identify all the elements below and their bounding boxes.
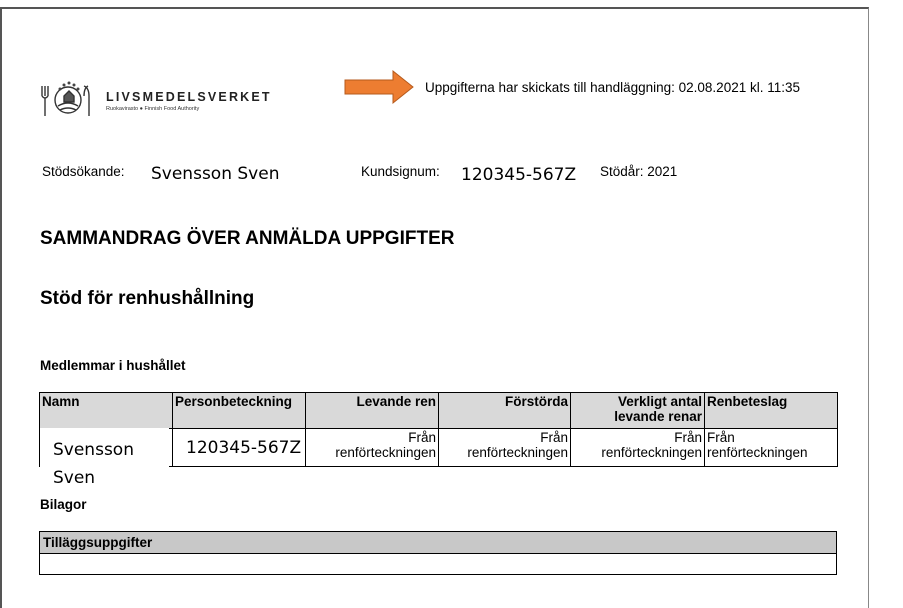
arrow-right-icon: [343, 68, 415, 106]
applicant-label: Stödsökande:: [42, 164, 125, 179]
column-header-herding-district: Renbeteslag: [705, 393, 838, 429]
column-header-living-reindeer: Levande ren: [306, 393, 439, 429]
cell-actual-living: Från renförteckningen: [571, 429, 705, 467]
customer-id-label: Kundsignum:: [361, 164, 440, 179]
cell-herding-district: Från renförteckningen: [705, 429, 838, 467]
cell-living-reindeer: Från renförteckningen: [306, 429, 439, 467]
column-header-actual-living: Verkligt antal levande renar: [571, 393, 705, 429]
column-header-person-id: Personbeteckning: [173, 393, 306, 429]
food-authority-logo-icon: [38, 80, 102, 118]
table-header-row: [40, 393, 838, 429]
logo-subtitle: Ruokavirasto ● Finnish Food Authority: [106, 106, 200, 112]
extra-info-box: [39, 531, 837, 575]
summary-heading: SAMMANDRAG ÖVER ANMÄLDA UPPGIFTER: [40, 228, 455, 249]
attachments-heading: Bilagor: [40, 497, 87, 512]
customer-id-value: 120345-567Z: [461, 165, 577, 185]
support-year: Stödår: 2021: [600, 164, 678, 179]
extra-info-body: [40, 554, 836, 574]
column-header-destroyed: Förstörda: [439, 393, 571, 429]
members-heading: Medlemmar i hushållet: [40, 358, 186, 373]
member-name: Svensson Sven: [53, 440, 134, 488]
column-header-name: Namn: [40, 393, 173, 429]
extra-info-header: Tilläggsuppgifter: [40, 532, 836, 554]
sent-notice: Uppgifterna har skickats till handläggning: 02.08.2021 kl. 11:35: [425, 80, 800, 95]
support-heading: Stöd för renhushållning: [40, 288, 255, 309]
cell-destroyed: Från renförteckningen: [439, 429, 571, 467]
logo: [38, 80, 288, 120]
logo-name: LIVSMEDELSVERKET: [106, 90, 272, 104]
applicant-value: Svensson Sven: [151, 164, 280, 184]
member-person-id: 120345-567Z: [186, 438, 302, 458]
